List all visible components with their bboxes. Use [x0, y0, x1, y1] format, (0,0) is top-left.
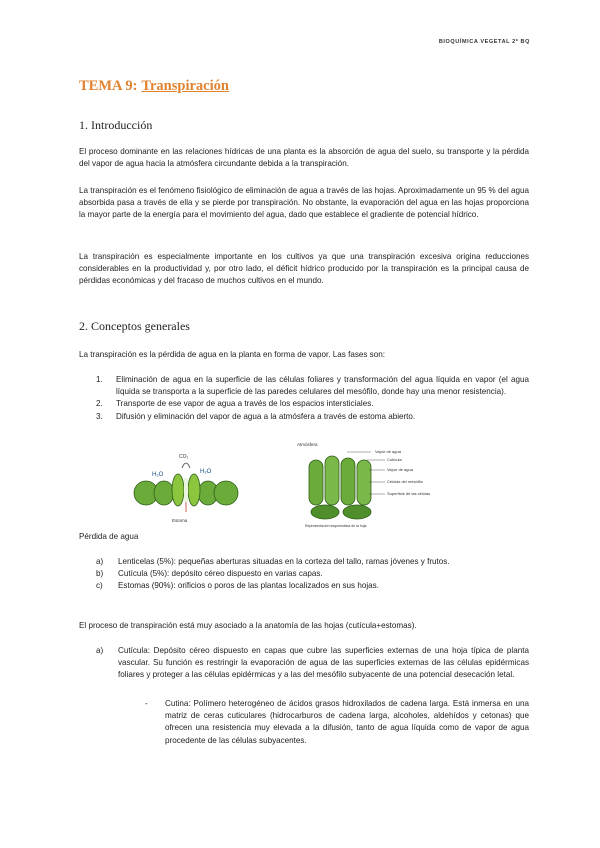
leaf-label: Vapor de agua — [387, 467, 413, 472]
page-title — [79, 78, 229, 95]
paragraph-2: La transpiración es el fenómeno fisiológico de eliminación de agua a través de las hojas. Aproximadamente un 95 % del agua absorbida pasa a través de ella y se pierde por transpiración. No obstante, la evaporación del agua en las hojas proporciona la mayor parte de la energía para el movimiento del agua, dado que establece el gradiente de potencial hídrico. — [79, 186, 529, 220]
leaf-label: Células del mesófilo — [387, 479, 423, 484]
leaf-label: Superficie de las células — [387, 491, 431, 496]
anatomy-list — [96, 645, 529, 682]
list-item: a) Cutícula: Depósito céreo dispuesto en capas que cubre las superficies externas de una hoja típica de planta vascular. Su función es restringir la evaporación de agua de las superficies externas de las células epidérmicas foliares y proteger a las células epidérmicas y a las del mesófilo subyacente de una potencial desecación letal. — [96, 646, 529, 680]
list-item: - Cutina: Polímero heterogéneo de ácidos grasos hidroxilados de cadena larga. Está inmersa en una matriz de ceras cuticulares (hidrocarburos de cadena larga, alcoholes, aldehídos y cetonas) que ofrecen una resistencia muy elevada a la difusión, tanto de agua líquida como de vapor de agua procedente de las células subyacentes. — [145, 699, 529, 745]
vapor-arrow-icon — [182, 463, 190, 468]
list-item: 2. Transporte de ese vapor de agua a través de los espacios intersticiales. — [96, 399, 374, 409]
course-header: BIOQUÍMICA VEGETAL 2º BQ — [438, 39, 530, 45]
loss-list — [96, 556, 529, 593]
list-item: 3. Difusión y eliminación del vapor de agua a la atmósfera a través de estoma abierto. — [96, 411, 416, 421]
list-item: b) Cutícula (5%): depósito céreo dispuesto en varias capas. — [96, 569, 323, 579]
leaf-label: Cutícula — [387, 457, 402, 462]
section2-intro: La transpiración es la pérdida de agua en la planta en forma de vapor. Las fases son: — [79, 350, 385, 359]
section1-heading: 1. Introducción — [79, 118, 153, 132]
paragraph-1: El proceso dominante en las relaciones hídricas de una planta es la absorción de agua del suelo, su transporte y la pérdida del vapor de agua hacia la atmósfera circundante debida a la transpiración. — [79, 147, 529, 169]
h2o-right-label: H₂O — [200, 469, 212, 475]
mesophyll-cells — [309, 456, 371, 519]
leaf-caption: Representación esquemática de la hoja — [305, 524, 367, 528]
h2o-left-label: H₂O — [152, 472, 164, 478]
guard-cells — [172, 474, 200, 506]
leaf-section-figure — [295, 438, 431, 530]
co2-label: CO₂ — [179, 454, 189, 460]
phases-list — [96, 374, 529, 423]
leaf-label: Vapor de agua — [375, 449, 401, 454]
stoma-figure — [130, 440, 245, 525]
section2-heading: 2. Conceptos generales — [79, 319, 190, 333]
title-prefix: TEMA 9: — [79, 78, 138, 94]
title-subject: Transpiración — [141, 78, 229, 94]
list-item: c) Estomas (90%): orificios o poros de las plantas localizados en sus hojas. — [96, 581, 379, 591]
stoma-caption: Estoma — [172, 518, 188, 523]
list-item: a) Lenticelas (5%): pequeñas aberturas situadas en la corteza del tallo, ramas jóvenes y frutos. — [96, 557, 450, 566]
list-item: 1. Eliminación de agua en la superficie de las células foliares y transformación del agua líquida en vapor (el agua líquida se transporta a la superficie de las paredes celulares del mesófilo, donde hay una menor resistencia). — [96, 375, 529, 397]
loss-title: Pérdida de agua — [79, 532, 139, 541]
cutina-list — [145, 698, 529, 747]
anatomy-paragraph: El proceso de transpiración está muy asociado a la anatomía de las hojas (cutícula+estomas). — [79, 621, 417, 630]
atmosphere-label: Atmósfera — [297, 442, 318, 447]
paragraph-3: La transpiración es especialmente importante en los cultivos ya que una transpiración excesiva origina reducciones considerables en la productividad y, por otro lado, el déficit hídrico producido por la transpiración es la principal causa de pérdidas económicas y del fracaso de muchos cultivos en el mundo. — [79, 252, 529, 286]
